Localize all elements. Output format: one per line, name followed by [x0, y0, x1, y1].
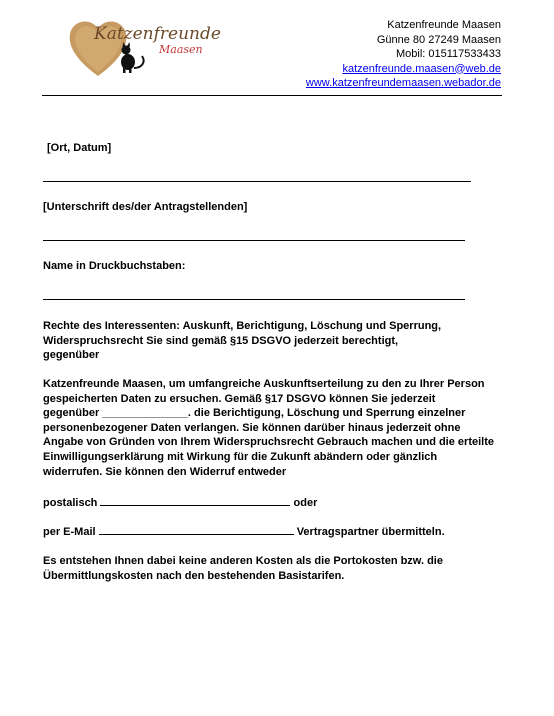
print-name-line[interactable]: [43, 299, 465, 300]
paragraph-line: Katzenfreunde Maasen, um umfangreiche Auskunftserteilung zu den zu Ihrer Person: [43, 378, 485, 390]
contact-email-link[interactable]: katzenfreunde.maasen@web.de: [342, 62, 501, 75]
paragraph-line: Angabe von Gründen von Ihrem Widerspruchsrecht Gebrauch machen und die erteilte: [43, 436, 494, 449]
paragraph-line: gespeicherten Daten zu ersuchen. Gemäß §17 DSGVO können Sie jederzeit: [43, 392, 436, 405]
rights-detail-paragraph: [43, 377, 511, 479]
contact-name: Katzenfreunde Maasen: [387, 19, 501, 31]
email-label: per E-Mail: [43, 526, 96, 538]
postal-label: postalisch: [43, 497, 98, 509]
email-suffix: Vertragspartner übermitteln.: [296, 526, 445, 538]
print-name-label: Name in Druckbuchstaben:: [43, 260, 186, 272]
contact-block: [306, 18, 501, 91]
postal-suffix: oder: [293, 497, 318, 509]
rights-paragraph: Rechte des Interessenten: Auskunft, Berichtigung, Löschung und Sperrung, Widerspruchsrecht Sie sind gemäß §15 DSGVO jederzeit berechtigt, gegenüber: [43, 320, 442, 362]
email-blank[interactable]: [99, 524, 294, 535]
postal-row: [43, 495, 511, 511]
place-date-label: [Ort, Datum]: [47, 142, 112, 154]
signature-line[interactable]: [43, 240, 465, 241]
contact-address: Günne 80 27249 Maasen: [376, 33, 501, 46]
email-row: [43, 524, 511, 540]
signature-label: [Unterschrift des/der Antragstellenden]: [43, 201, 248, 213]
header-divider: [42, 95, 502, 96]
paragraph-line: Einwilligungserklärung mit Wirkung für die Zukunft abändern oder gänzlich: [43, 450, 438, 463]
logo: [66, 16, 221, 78]
logo-title: Katzenfreunde: [94, 24, 221, 44]
cat-silhouette-icon: [121, 42, 144, 73]
paragraph-line: gegenüber ______________. die Berichtigung, Löschung und Sperrung einzelner: [43, 407, 466, 420]
contact-website-link[interactable]: www.katzenfreundemaasen.webador.de: [305, 77, 501, 89]
paragraph-line: personenbezogener Daten verlangen. Sie können darüber hinaus jederzeit ohne: [43, 421, 461, 434]
costs-paragraph: Es entstehen Ihnen dabei keine anderen Kosten als die Portokosten bzw. die Übermittlungskosten nach den bestehenden Basistarifen.: [43, 555, 443, 582]
logo-subtitle: Maasen: [159, 43, 203, 56]
contact-mobile: Mobil: 015117533433: [396, 48, 501, 60]
paragraph-line: widerrufen. Sie können den Widerruf entweder: [43, 465, 287, 478]
postal-blank[interactable]: [100, 495, 290, 506]
place-date-line[interactable]: [43, 181, 471, 182]
